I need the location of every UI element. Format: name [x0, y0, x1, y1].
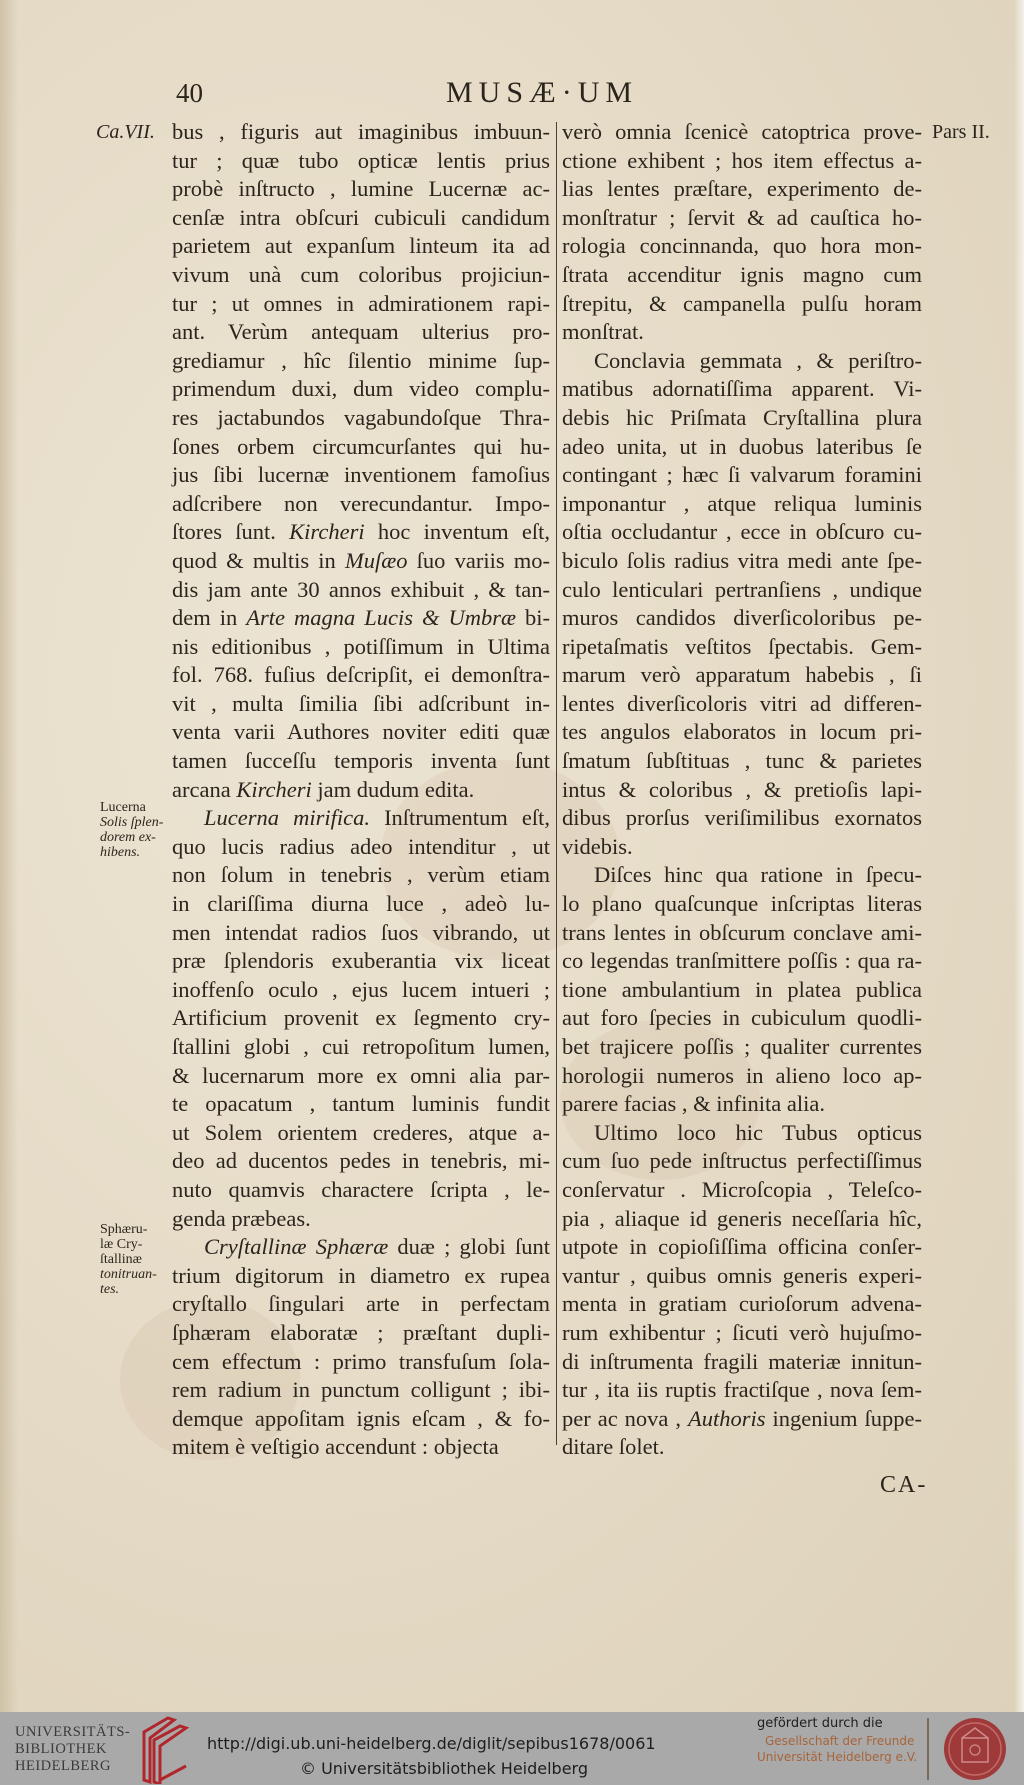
margin-note-line: tonitruan-: [100, 1267, 157, 1282]
text-line: nis editionibus , potiſſimum in Ultima: [172, 633, 550, 659]
text-line: cenſæ intra obſcuri cubiculi candidum: [172, 204, 550, 230]
column-divider-rule: [556, 122, 557, 1445]
text-line: men intendat radios ſuos vibrando, ut: [172, 919, 550, 945]
text-line: Diſces hinc qua ratione in ſpecu-: [594, 862, 922, 888]
text-line: utpote in copioſiſſima officina conſer-: [562, 1234, 922, 1260]
catchword: CA-: [880, 1472, 928, 1498]
text-line: quo lucis radius adeo intenditur , ut: [172, 833, 550, 859]
text-line: parietem aut expanſum linteum ita ad: [172, 233, 550, 259]
text-line: ut Solem orientem crederes, atque a-: [172, 1119, 550, 1145]
permalink-url[interactable]: http://digi.ub.uni-heidelberg.de/diglit/sepibus1678/0061: [207, 1734, 656, 1753]
text-line: arcana Kircheri jam dudum edita.: [172, 776, 475, 802]
text-line: cum ſuo pede inſtructus perfectiſſimus: [562, 1148, 922, 1174]
text-line: Lucerna mirifica. Inſtrumentum eſt,: [204, 805, 550, 831]
italic-phrase: Lucerna mirifica.: [204, 805, 370, 831]
text-line: contingant ; hæc ſi valvarum foramini: [562, 462, 922, 488]
text-line: dibus prorſus veriſimilibus exornatos: [562, 805, 922, 831]
text-line: cem effectum : primo transfuſum ſola-: [172, 1348, 550, 1374]
text-line: intus & coloribus , & pretioſis lapi-: [562, 776, 922, 802]
text-line: rem radium in punctum colligunt ; ibi-: [172, 1377, 550, 1403]
italic-phrase: Arte magna Lucis & Umbræ: [246, 605, 516, 631]
text-line: bet trajicere poſſis ; qualiter currentes: [562, 1034, 922, 1059]
library-logo-icon: [140, 1714, 190, 1784]
text-line: in clariſſima diurna luce , adeò lu-: [172, 891, 550, 917]
margin-note-lucerna: [100, 800, 164, 860]
margin-note-line: Lucerna: [100, 800, 146, 815]
library-name-line: UNIVERSITÄTS-: [15, 1724, 131, 1740]
text-line: culo lenticulari pertranſiens , undique: [562, 576, 922, 602]
chapter-tag: [96, 118, 168, 147]
text-line: ſphæram elaboratæ ; præſtant dupli-: [172, 1319, 550, 1345]
text-line: ant. Verùm antequam ulterius pro-: [172, 319, 550, 345]
text-line: non ſolum in tenebris , verùm etiam: [172, 862, 550, 888]
text-line: primendum duxi, dum video complu-: [172, 376, 550, 402]
text-line: mitem è veſtigio accendunt : objecta: [172, 1434, 499, 1460]
text-line: monſtratur ; ſervit & ad cauſtica ho-: [562, 204, 922, 230]
text-line: di inſtrumenta fragili materiæ innitun-: [562, 1348, 922, 1374]
text-line: Cryſtallinæ Sphæræ duæ ; globi ſunt: [204, 1234, 550, 1260]
text-line: tes angulos elaboratos in locum pri-: [562, 719, 922, 745]
text-line: probè inſtructo , lumine Lucernæ ac-: [172, 176, 550, 202]
text-line: lias lentes præſtare, experimento de-: [562, 176, 922, 202]
text-line: ſtrepitu, & campanella pulſu horam: [562, 290, 922, 316]
text-line: adſcribere non verecundantur. Impo-: [172, 490, 550, 516]
italic-phrase: Muſæo: [344, 547, 408, 573]
text-line: tur ; ut omnes in admirationem rapi-: [172, 290, 550, 316]
margin-note-line: Sphæru-: [100, 1222, 148, 1237]
text-line: aut foro ſpecies in cubiculum quodli-: [562, 1005, 922, 1031]
running-title: MUSÆ·UM: [446, 76, 639, 109]
text-line: vantur , quibus omnis generis experi-: [562, 1262, 922, 1288]
text-line: te opacatum , tantum luminis fundit: [172, 1091, 550, 1117]
text-line: tur , ita iis ruptis fractiſque , nova ſem-: [562, 1377, 922, 1403]
right-text-column: [562, 118, 922, 1462]
text-line: venta varii Authores noviter editi quæ: [172, 719, 550, 745]
text-line: monſtrat.: [562, 319, 644, 345]
text-line: videbis.: [562, 833, 633, 859]
text-line: tamen ſucceſſu temporis inventa ſunt: [172, 748, 550, 774]
sponsor-lead: gefördert durch die: [757, 1716, 883, 1731]
text-line: ſtallini globi , cui retropoſitum lumen,: [172, 1034, 550, 1059]
page-number: 40: [176, 78, 203, 108]
text-line: vit , multa ſimilia ſibi adſcribunt in-: [172, 690, 550, 716]
italic-phrase: Kircheri: [236, 776, 312, 802]
margin-note-line: dorem ex-: [100, 830, 156, 845]
text-line: ſtrata accenditur ignis magno cum: [562, 261, 922, 287]
text-line: inoffenſo oculo , ejus lucem intueri ;: [172, 976, 550, 1002]
text-line: ſmatum ſubſtituas , tunc & parietes: [562, 748, 922, 774]
footer-divider: [927, 1718, 929, 1780]
text-line: vivum unà cum coloribus projiciun-: [172, 261, 550, 287]
text-line: bus , figuris aut imaginibus imbuun-: [172, 119, 550, 144]
text-line: biculo ſolis radius vitra medi ante ſpe-: [562, 547, 922, 573]
text-line: tione ambulantium in platea publica: [562, 976, 922, 1002]
text-line: tur ; quæ tubo opticæ lentis prius: [172, 147, 550, 173]
library-name-line: BIBLIOTHEK: [15, 1741, 107, 1757]
sponsor-name-line1[interactable]: Gesellschaft der Freunde: [765, 1734, 915, 1748]
text-line: per ac nova , Authoris ingenium ſuppe-: [562, 1405, 922, 1431]
italic-phrase: Cryſtallinæ Sphæræ: [204, 1234, 389, 1260]
text-line: grediamur , hîc ſilentio minime ſup-: [172, 347, 550, 373]
text-line: dis jam ante 30 annos exhibuit , & tan-: [172, 576, 550, 602]
text-line: conſervatur . Microſcopia , Teleſco-: [562, 1176, 922, 1202]
text-line: rum exhibentur ; ſicuti verò hujuſmo-: [562, 1319, 922, 1345]
text-line: ſtores ſunt. Kircheri hoc inventum eſt,: [172, 519, 551, 545]
text-line: debis hic Priſmata Cryſtallina plura: [562, 404, 922, 430]
text-line: demque appoſitam ignis eſcam , & fo-: [172, 1405, 550, 1431]
text-line: quod & multis in Muſæo ſuo variis mo-: [172, 547, 550, 573]
text-line: genda præbeas.: [172, 1205, 311, 1231]
text-line: co legendas tranſmittere poſſis : qua ra-: [562, 948, 922, 974]
text-line: pia , aliaque id generis neceſſaria hîc,: [562, 1205, 922, 1231]
chapter-tag-text: Ca.VII.: [96, 121, 155, 143]
university-seal-icon: [942, 1716, 1008, 1782]
text-line: dem in Arte magna Lucis & Umbræ bi-: [172, 605, 550, 631]
text-line: matibus adornatiſſima apparent. Vi-: [562, 376, 922, 402]
italic-phrase: Kircheri: [289, 519, 365, 545]
text-line: muros candidos diverſicoloribus pe-: [562, 605, 922, 631]
text-line: lentes diverſicoloris vitri ad differen-: [562, 690, 922, 716]
margin-note-sphaerulae: [100, 1222, 164, 1297]
text-line: horologii numeros in alieno loco ap-: [562, 1062, 922, 1088]
margin-note-line: ſtallinæ: [100, 1252, 142, 1267]
text-line: ſones orbem circumcurſantes qui hu-: [172, 433, 550, 459]
library-name-line: HEIDELBERG: [15, 1758, 112, 1774]
margin-note-line: hibens.: [100, 845, 141, 860]
margin-note-line: læ Cry-: [100, 1237, 143, 1252]
footer-bar: [0, 1712, 1024, 1785]
text-line: ctione exhibent ; hos item effectus a-: [562, 147, 922, 173]
text-line: verò omnia ſcenicè catoptrica prove-: [562, 119, 922, 144]
sponsor-name-line2[interactable]: Universität Heidelberg e.V.: [757, 1750, 918, 1764]
copyright-notice: © Universitätsbibliothek Heidelberg: [300, 1759, 589, 1778]
text-line: rologia concinnanda, quo hora mon-: [562, 233, 922, 259]
text-line: res jactabundos vagabundoſque Thra-: [172, 404, 550, 430]
text-line: marum verò apparatum habebis , ſi: [562, 662, 922, 688]
text-line: cryſtallo ſingulari arte in perfectam: [172, 1291, 550, 1317]
text-line: trium digitorum in diametro ex rupea: [172, 1262, 550, 1288]
text-line: ripetaſmatis veſtitos ſpectabis. Gem-: [562, 633, 922, 659]
text-line: deo ad ducentos pedes in tenebris, mi-: [172, 1148, 550, 1174]
text-line: præ ſplendoris exuberantia vix liceat: [172, 948, 550, 974]
left-text-column: [172, 118, 550, 1462]
text-line: ditare ſolet.: [562, 1434, 665, 1460]
italic-phrase: Authoris: [688, 1405, 766, 1431]
text-line: menta in gratiam curioſorum advena-: [562, 1291, 922, 1317]
text-line: imponantur , atque reliqua luminis: [562, 490, 922, 516]
text-line: adeo unita, ut in duobus lateribus ſe: [562, 433, 922, 459]
part-tag: Pars II.: [932, 121, 990, 143]
text-line: nuto quamvis charactere ſcripta , le-: [172, 1176, 550, 1202]
text-line: Artificium provenit ex ſegmento cry-: [172, 1005, 550, 1031]
text-line: fol. 768. fuſius deſcripſit, ei demonſtra-: [172, 662, 550, 688]
running-head: [176, 76, 936, 116]
text-line: trans lentes in obſcurum conclave ami-: [562, 919, 922, 945]
library-name: [15, 1724, 130, 1775]
text-line: lo plano quaſcunque inſcriptas literas: [562, 891, 922, 917]
text-line: jus ſibi lucernæ inventionem famoſius: [172, 462, 550, 488]
text-line: Conclavia gemmata , & periſtro-: [594, 347, 922, 373]
text-line: oſtia occludantur , ecce in obſcuro cu-: [562, 519, 922, 545]
text-line: Ultimo loco hic Tubus opticus: [594, 1119, 922, 1145]
margin-note-line: Solis ſplen-: [100, 815, 164, 830]
margin-note-line: tes.: [100, 1282, 120, 1297]
text-line: & lucernarum more ex omni alia par-: [172, 1062, 550, 1088]
text-line: parere facias , & infinita alia.: [562, 1091, 825, 1117]
